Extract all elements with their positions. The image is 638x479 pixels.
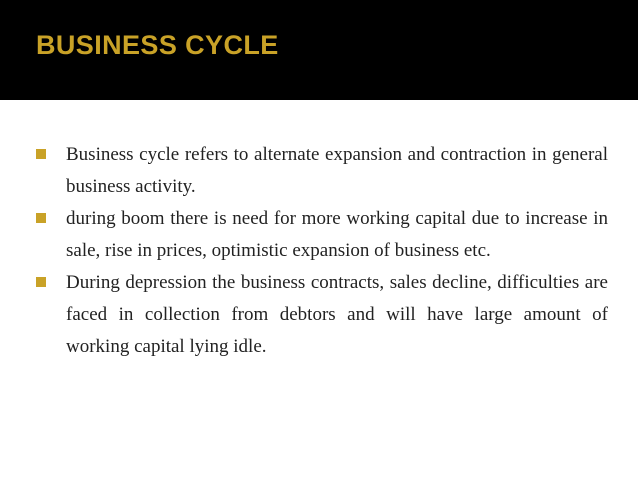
slide-title: BUSINESS CYCLE (36, 30, 279, 60)
title-bar (0, 0, 638, 100)
bullet-item (32, 203, 608, 267)
bullet-text: During depression the business contracts, sales decline, difficulties are faced in collection from debtors and will have large amount of working capital lying idle. (66, 272, 608, 357)
bullet-item (32, 267, 608, 363)
square-bullet-icon (36, 149, 46, 159)
bullet-text: Business cycle refers to alternate expansion and contraction in general business activity. (66, 144, 608, 197)
square-bullet-icon (36, 277, 46, 287)
bullet-item (32, 139, 608, 203)
bullet-text: during boom there is need for more working capital due to increase in sale, rise in prices, optimistic expansion of business etc. (66, 208, 608, 261)
bullet-list (32, 139, 608, 363)
square-bullet-icon (36, 213, 46, 223)
